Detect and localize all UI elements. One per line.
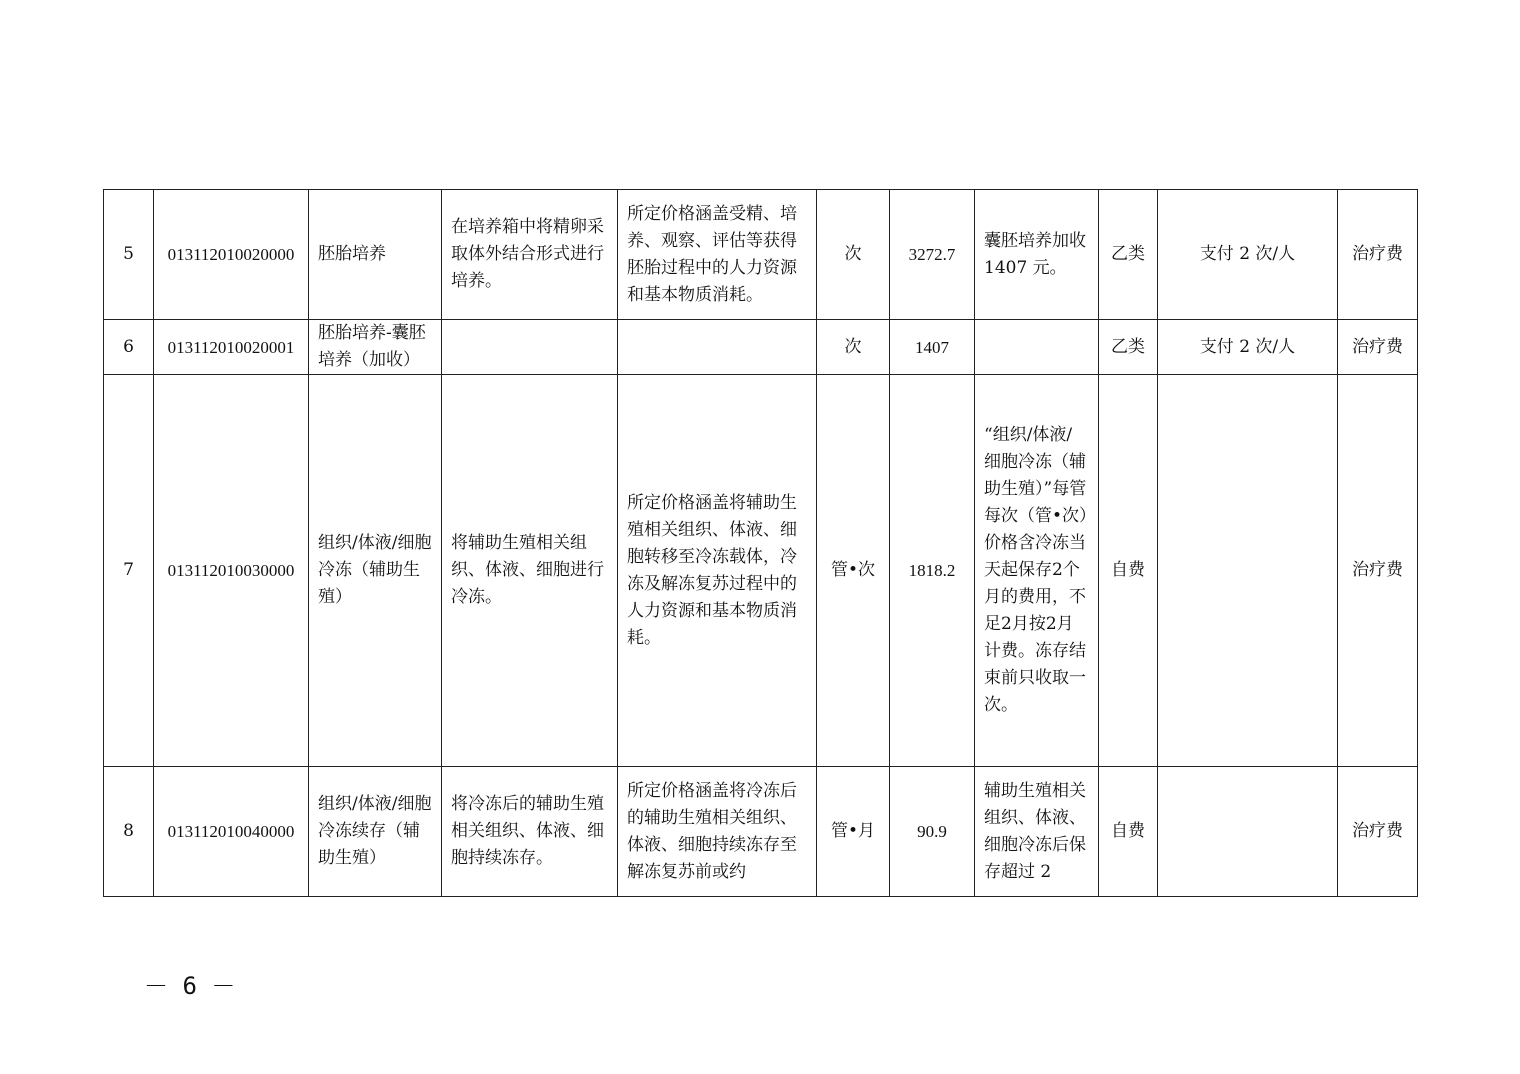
price-cell: 90.9 xyxy=(890,767,975,897)
name-cell: 胚胎培养-囊胚培养（加收） xyxy=(309,320,442,375)
fee-type-cell: 治疗费 xyxy=(1338,375,1418,767)
scope-cell xyxy=(618,320,817,375)
note-cell: 囊胚培养加收 1407 元。 xyxy=(975,190,1099,320)
seq-cell: 6 xyxy=(104,320,154,375)
unit-cell: 管•月 xyxy=(817,767,890,897)
name-cell: 组织/体液/细胞冷冻（辅助生殖） xyxy=(309,375,442,767)
page-number: － 6 － xyxy=(144,972,236,1000)
code-cell: 013112010020001 xyxy=(154,320,309,375)
seq-cell: 7 xyxy=(104,375,154,767)
table-row xyxy=(104,320,1418,375)
name-cell: 组织/体液/细胞冷冻续存（辅助生殖） xyxy=(309,767,442,897)
fee-type-cell: 治疗费 xyxy=(1338,190,1418,320)
price-cell: 1407 xyxy=(890,320,975,375)
category-cell: 自费 xyxy=(1099,767,1158,897)
payment-cell: 支付 2 次/人 xyxy=(1158,320,1338,375)
content-cell: 将冷冻后的辅助生殖相关组织、体液、细胞持续冻存。 xyxy=(442,767,618,897)
note-cell: “组织/体液/细胞冷冻（辅助生殖）”每管每次（管•次）价格含冷冻当天起保存2个月的费用，不足2月按2月计费。冻存结束前只收取一次。 xyxy=(975,375,1099,767)
price-table xyxy=(103,189,1418,897)
code-cell: 013112010040000 xyxy=(154,767,309,897)
content-cell: 在培养箱中将精卵采取体外结合形式进行培养。 xyxy=(442,190,618,320)
payment-cell: 支付 2 次/人 xyxy=(1158,190,1338,320)
note-cell: 辅助生殖相关组织、体液、细胞冷冻后保存超过 2 xyxy=(975,767,1099,897)
unit-cell: 次 xyxy=(817,320,890,375)
name-cell: 胚胎培养 xyxy=(309,190,442,320)
content-cell: 将辅助生殖相关组织、体液、细胞进行冷冻。 xyxy=(442,375,618,767)
fee-type-cell: 治疗费 xyxy=(1338,320,1418,375)
content-cell xyxy=(442,320,618,375)
table-row xyxy=(104,375,1418,767)
scope-cell: 所定价格涵盖将冷冻后的辅助生殖相关组织、体液、细胞持续冻存至解冻复苏前或约 xyxy=(618,767,817,897)
category-cell: 自费 xyxy=(1099,375,1158,767)
payment-cell xyxy=(1158,767,1338,897)
unit-cell: 管•次 xyxy=(817,375,890,767)
unit-cell: 次 xyxy=(817,190,890,320)
scope-cell: 所定价格涵盖受精、培养、观察、评估等获得胚胎过程中的人力资源和基本物质消耗。 xyxy=(618,190,817,320)
category-cell: 乙类 xyxy=(1099,190,1158,320)
table-row xyxy=(104,767,1418,897)
price-cell: 3272.7 xyxy=(890,190,975,320)
code-cell: 013112010020000 xyxy=(154,190,309,320)
seq-cell: 5 xyxy=(104,190,154,320)
code-cell: 013112010030000 xyxy=(154,375,309,767)
seq-cell: 8 xyxy=(104,767,154,897)
price-cell: 1818.2 xyxy=(890,375,975,767)
payment-cell xyxy=(1158,375,1338,767)
note-cell xyxy=(975,320,1099,375)
scope-cell: 所定价格涵盖将辅助生殖相关组织、体液、细胞转移至冷冻载体，冷冻及解冻复苏过程中的人力资源和基本物质消耗。 xyxy=(618,375,817,767)
table-row xyxy=(104,190,1418,320)
category-cell: 乙类 xyxy=(1099,320,1158,375)
fee-type-cell: 治疗费 xyxy=(1338,767,1418,897)
